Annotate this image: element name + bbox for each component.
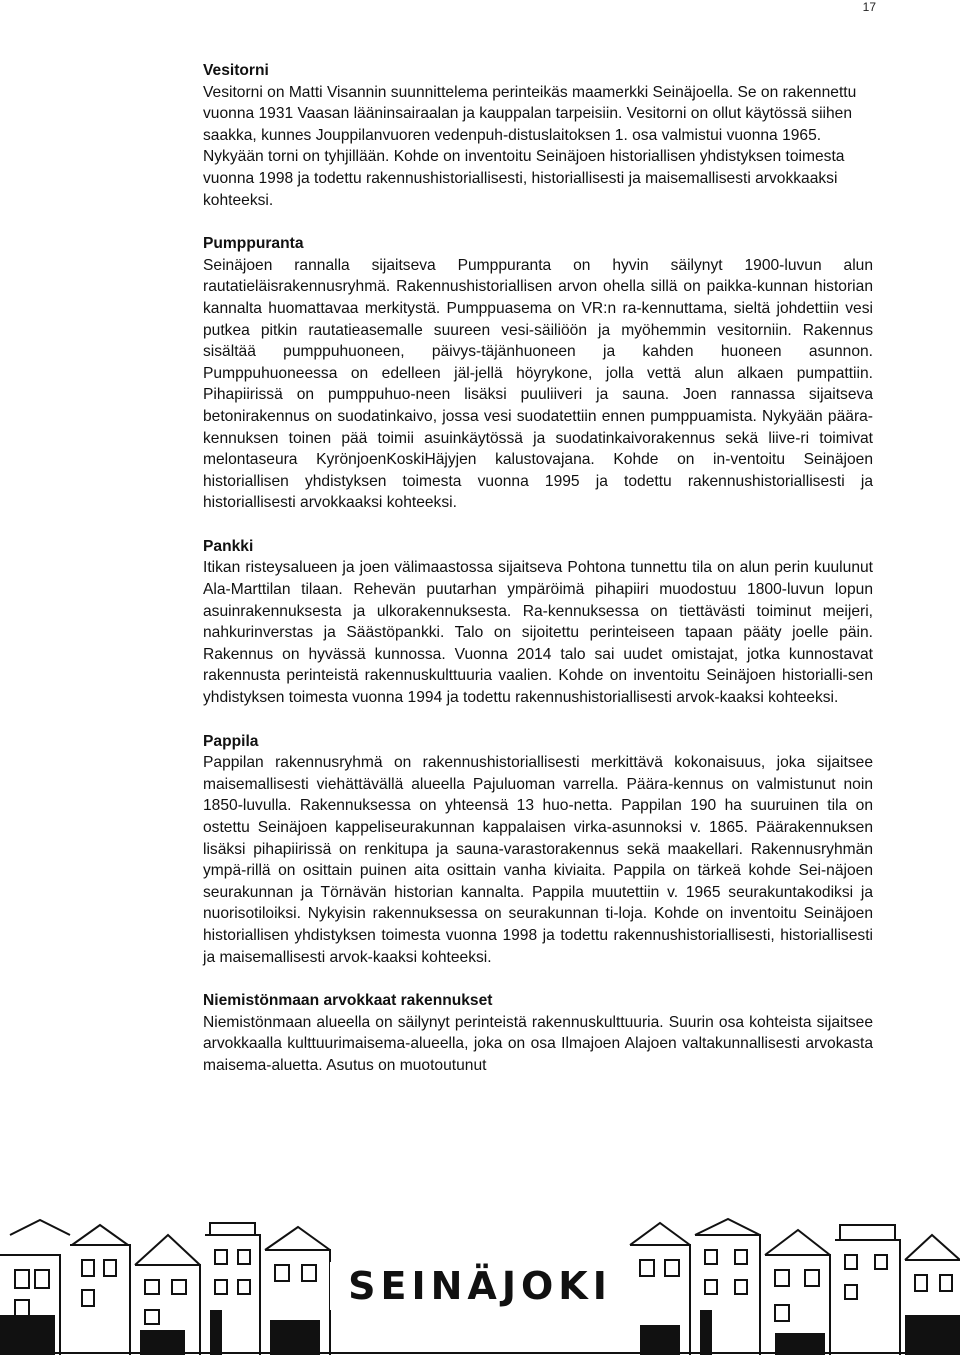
section-pankki bbox=[203, 536, 873, 709]
section-heading: Niemistönmaan arvokkaat rakennukset bbox=[203, 992, 493, 1010]
section-pappila bbox=[203, 731, 873, 969]
section-heading: Vesitorni bbox=[203, 62, 269, 79]
page-number: 17 bbox=[862, 0, 876, 14]
section-niemistonmaa bbox=[203, 990, 873, 1076]
document-body bbox=[203, 60, 873, 1099]
section-paragraph: Niemistönmaan alueella on säilynyt perinteistä rakennuskulttuuria. Suurin osa kohteista sijaitsee arvokkaalla kulttuurimaisema-alueella, joka on osa Ilmajoen Alajoen valtakunnallisesti arvokasta maisema-aluetta. Asutus on muotoutunut bbox=[203, 1013, 873, 1074]
section-pumppuranta bbox=[203, 233, 873, 514]
section-heading: Pankki bbox=[203, 537, 254, 555]
section-heading: Pappila bbox=[203, 732, 259, 750]
section-heading: Pumppuranta bbox=[203, 235, 304, 253]
section-paragraph: Itikan risteysalueen ja joen välimaastossa sijaitseva Pohtona tunnettu tila on alun perin kuulunut Ala-Marttilan tilaan. Rehevän puutarhan ympäröimä pihapiiri muodostuu 1800-luvun lopun asuinrakennuksesta ja ulkorakennuksesta. Ra-kennuksessa on tiettävästi toiminut meijeri, nahkurinverstas ja Säästöpankki. Talo on sijoitettu perinteiseen tapaan pääty joelle päin. Rakennus on hyvässä kunnossa. Vuonna 2014 talo sai uudet omistajat, jotka kunnostavat rakennusta perinteistä rakennuskulttuuria vaalien. Kohde on inventoitu Seinäjoen historialli-sen yhdistyksen toimesta vuonna 1994 ja todettu rakennushistoriallisesti arvok-kaaksi kohteeksi. bbox=[203, 559, 873, 707]
seinajoki-logo: SEINÄJOKI bbox=[348, 1264, 612, 1308]
section-paragraph: Pappilan rakennusryhmä on rakennushistoriallisesti merkittävä kokonaisuus, joka sijaitsee maisemallisesti viehättävällä alueella Pajuluoman varrella. Päära-kennus on valmistunut noin 1850-luvulla. Rakennuksessa on yhteensä 13 huo-netta. Pappilan 190 ha suuruinen tila on ostettu Seinäjoen kappeliseurakunnan kappalaisen virka-asunnoksi v. 1865. Päärakennuksen lisäksi pihapiirissä on renkitupa ja sauna-varastorakennus sekä maakellari. Rakennusryhmän ympä-rillä on osittain puinen aita osittain vanha kiviaita. Pappila on tärkeä kohde Sei-näjoen seurakunnan ja Törnävän historian kannalta. Pappila muutettiin v. 1965 seurakuntakodiksi ja nuorisotiloiksi. Nykyisin rakennuksessa on seurakunnan ti-loja. Kohde on inventoitu Seinäjoen historiallisen yhdistyksen toimesta vuonna 1998 ja todettu rakennushistoriallisesti, historiallisesti ja maisemallisesti arvok-kaaksi kohteeksi. bbox=[203, 754, 873, 966]
section-vesitorni bbox=[203, 60, 873, 211]
section-paragraph: Vesitorni on Matti Visannin suunnittelema perinteikäs maamerkki Seinäjoella. Se on rakennettu vuonna 1931 Vaasan lääninsairaalan ja kauppalan tarpeisiin. Vesitorni on ollut käytössä siihen saakka, kunnes Jouppilanvuoren vedenpuh-distuslaitoksen 1. osa valmistui vuonna 1965. Nykyään torni on tyhjillään. Kohde on inventoitu Seinäjoen historiallisen yhdistyksen toimesta vuonna 1998 ja todettu rakennushistoriallisesti, historiallisesti ja maisemallisesti arvokkaaksi kohteeksi. bbox=[203, 83, 857, 209]
section-paragraph: Seinäjoen rannalla sijaitseva Pumppuranta on hyvin säilynyt 1900-luvun alun rautatieläisrakennusryhmä. Rakennushistoriallisen arvon ohella sillä on paikka-kunnan historian kannalta huomattavaa merkitystä. Pumppuasema on VR:n ra-kennuttama, sieltä johdettiin vesi putkea pitkin rautatieasemalle suureen vesi-säiliöön ja myöhemmin vesitorniin. Rakennus sisältää pumppuhuoneen, päivys-täjänhuoneen ja kahden huoneen asunnon. Pumppuhuoneessa on edelleen jäl-jellä höyrykone, jolla vettä alun alkaen pumpattiin. Pihapiirissä on pumppuhuo-neen lisäksi puuliiveri ja sauna. Joen rannassa sijaitseva betonirakennus on suodatinkaivo, jossa vesi suodatettiin ennen pumppuamista. Nykyään päära-kennuksen toinen pää toimii asuinkäytössä ja suodatinkaivorakennus sekä liive-ri toimivat melontaseura KyrönjoenKoskiHäjyjen kalustovajana. Kohde on in-ventoitu Seinäjoen historiallisen yhdistyksen toimesta vuonna 1995 ja todettu rakennushistoriallisesti ja historiallisesti arvokkaaksi kohteeksi. bbox=[203, 256, 873, 512]
